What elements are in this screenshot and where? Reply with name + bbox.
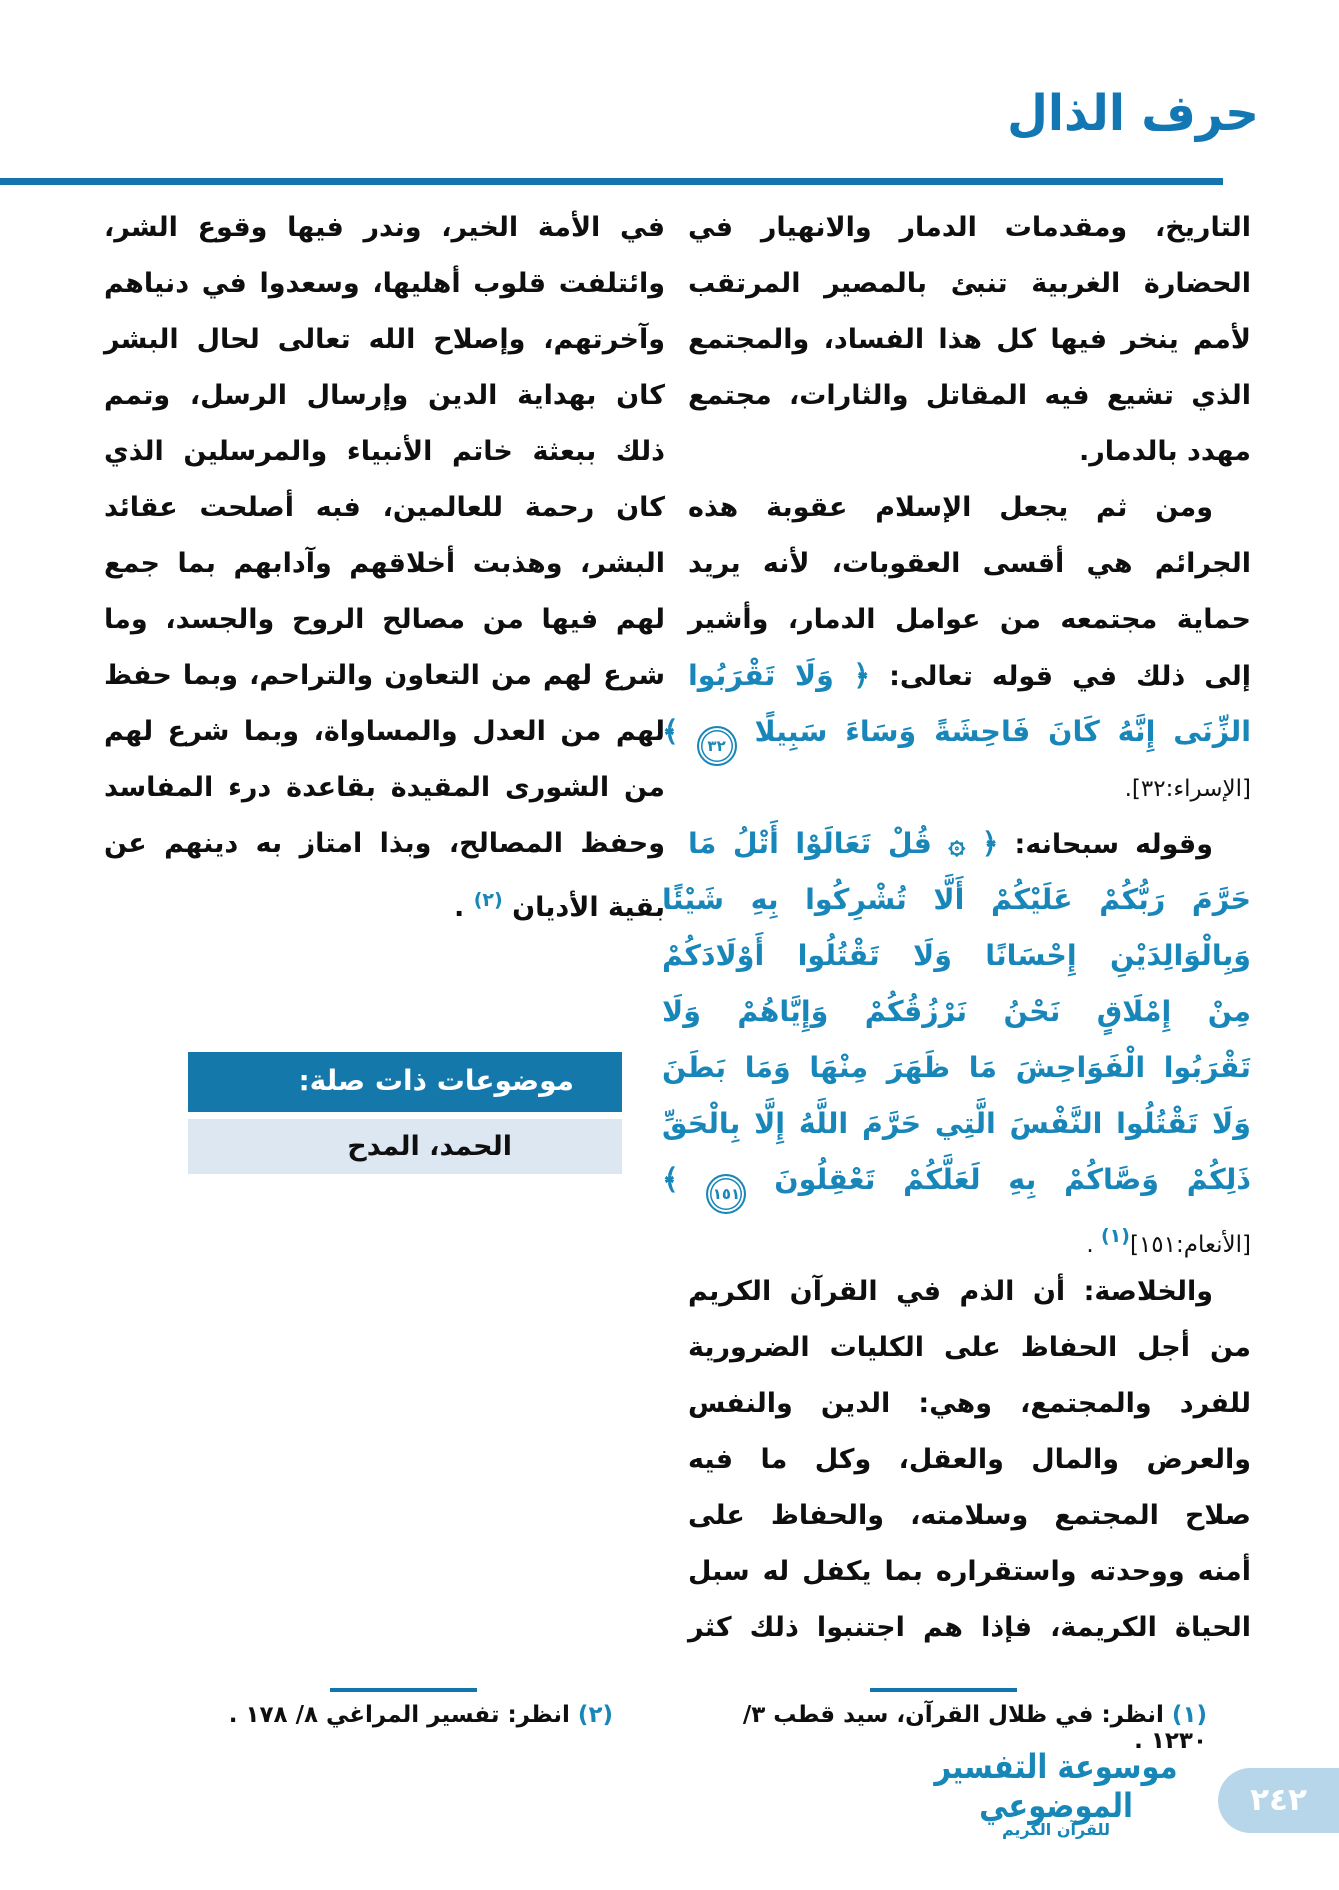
text-line xyxy=(104,200,665,256)
text-line xyxy=(104,312,665,368)
text-line xyxy=(662,1040,1251,1096)
body-text: مهدد بالدمار. xyxy=(1078,436,1251,467)
body-text: البشر، وهذبت أخلاقهم وآدابهم بما جمع xyxy=(104,548,665,579)
text-line xyxy=(688,1432,1251,1488)
body-text: وحفظ المصالح، وبذا امتاز به دينهم عن xyxy=(104,828,665,859)
text-line xyxy=(104,648,665,704)
text-line xyxy=(104,256,665,312)
text-line xyxy=(688,1376,1251,1432)
quran-text: ذَلِكُمْ وَصَّاكُمْ بِهِ لَعَلَّكُمْ تَعْقِلُونَ xyxy=(746,1163,1251,1196)
quran-text: مِنْ إِمْلَاقٍ نَحْنُ نَرْزُقُكُمْ وَإِيَّاهُمْ وَلَا xyxy=(662,995,1251,1028)
quran-text: وَلَا تَقْتُلُوا النَّفْسَ الَّتِي حَرَّمَ اللَّهُ إِلَّا بِالْحَقِّ xyxy=(662,1107,1251,1140)
body-text: لأمم ينخر فيها كل هذا الفساد، والمجتمع xyxy=(688,324,1251,355)
text-line xyxy=(688,312,1251,368)
footnote-ref-marker: (١) xyxy=(1100,1225,1130,1247)
body-text: الجرائم هي أقسى العقوبات، لأنه يريد xyxy=(688,548,1251,579)
body-text: شرع لهم من التعاون والتراحم، وبما حفظ xyxy=(104,660,665,691)
verse-reference: [الإسراء:٣٢]. xyxy=(1124,776,1251,802)
body-text: كان بهداية الدين وإرسال الرسل، وتمم xyxy=(104,380,665,411)
quran-text: ﴿ ۞ قُلْ تَعَالَوْا أَتْلُ مَا xyxy=(688,827,999,860)
text-line xyxy=(688,816,1251,872)
quran-text: ﴾ xyxy=(662,1163,707,1196)
text-line xyxy=(662,1152,1251,1208)
text-line xyxy=(104,424,665,480)
quran-text: حَرَّمَ رَبُّكُمْ عَلَيْكُمْ أَلَّا تُشْرِكُوا بِهِ شَيْئًا xyxy=(662,883,1251,916)
quran-text: تَقْرَبُوا الْفَوَاحِشَ مَا ظَهَرَ مِنْهَا وَمَا بَطَنَ xyxy=(662,1051,1251,1084)
chapter-heading: حرف الذال xyxy=(1007,84,1259,143)
quran-text: وَبِالْوَالِدَيْنِ إِحْسَانًا وَلَا تَقْتُلُوا أَوْلَادَكُمْ xyxy=(662,939,1251,972)
related-topics-header: موضوعات ذات صلة: xyxy=(188,1052,622,1112)
body-text: ومن ثم يجعل الإسلام عقوبة هذه xyxy=(688,492,1213,523)
text-line xyxy=(662,984,1251,1040)
text-line xyxy=(104,816,665,872)
text-line xyxy=(104,704,665,760)
text-line xyxy=(104,480,665,536)
text-line xyxy=(104,368,665,424)
body-text: حماية مجتمعه من عوامل الدمار، وأشير xyxy=(688,604,1251,635)
body-text: من أجل الحفاظ على الكليات الضرورية xyxy=(688,1332,1251,1363)
ayah-number-badge: ١٥١ xyxy=(706,1174,746,1214)
text-line xyxy=(688,536,1251,592)
text-line xyxy=(662,928,1251,984)
text-line xyxy=(662,1096,1251,1152)
text-line xyxy=(688,424,1251,480)
text-line xyxy=(688,1264,1251,1320)
body-text: للفرد والمجتمع، وهي: الدين والنفس xyxy=(688,1388,1251,1419)
body-text: وائتلفت قلوب أهليها، وسعدوا في دنياهم xyxy=(104,268,665,299)
quran-text: الزِّنَى إِنَّهُ كَانَ فَاحِشَةً وَسَاءَ سَبِيلًا xyxy=(736,715,1252,748)
ayah-number-badge: ٣٢ xyxy=(697,726,737,766)
header-rule xyxy=(0,178,1223,185)
verse-reference: . xyxy=(1086,1232,1101,1258)
verse-reference: [الأنعام:١٥١] xyxy=(1129,1232,1251,1258)
body-text: ذلك ببعثة خاتم الأنبياء والمرسلين الذي xyxy=(104,436,665,467)
body-text: في الأمة الخير، وندر فيها وقوع الشر، xyxy=(104,212,665,243)
body-text: والخلاصة: أن الذم في القرآن الكريم xyxy=(688,1276,1213,1307)
text-line xyxy=(688,256,1251,312)
body-text: . xyxy=(454,892,474,923)
text-line xyxy=(688,1208,1251,1264)
text-line xyxy=(688,1600,1251,1656)
footnote-text: انظر: في ظلال القرآن، سيد قطب ٣/ ١٢٣٠ . xyxy=(742,1702,1207,1754)
quran-text: ﴿ وَلَا تَقْرَبُوا xyxy=(688,659,871,692)
footnote-marker: (١) xyxy=(1171,1702,1207,1728)
text-line xyxy=(688,200,1251,256)
body-text: وآخرتهم، وإصلاح الله تعالى لحال البشر xyxy=(104,324,665,355)
text-line xyxy=(662,704,1251,760)
footnote-marker: (٢) xyxy=(577,1702,613,1728)
text-line xyxy=(104,536,665,592)
footnote-2 xyxy=(104,1702,665,1728)
footnote-separator-right xyxy=(870,1688,1017,1692)
text-line xyxy=(688,648,1251,704)
body-text: التاريخ، ومقدمات الدمار والانهيار في xyxy=(688,212,1251,243)
column-right xyxy=(662,200,1252,1656)
text-line xyxy=(688,760,1251,816)
body-text: كان رحمة للعالمين، فبه أصلحت عقائد xyxy=(104,492,665,523)
body-text: لهم فيها من مصالح الروح والجسد، وما xyxy=(104,604,665,635)
body-text: الحضارة الغربية تنبئ بالمصير المرتقب xyxy=(688,268,1251,299)
body-text: إلى ذلك في قوله تعالى: xyxy=(870,661,1252,692)
body-text: الذي تشيع فيه المقاتل والثارات، مجتمع xyxy=(688,380,1251,411)
body-text: الحياة الكريمة، فإذا هم اجتنبوا ذلك كثر xyxy=(688,1612,1251,1643)
quran-text: ﴾ xyxy=(662,715,697,748)
text-line xyxy=(688,1544,1251,1600)
text-line xyxy=(104,872,665,928)
body-text: صلاح المجتمع وسلامته، والحفاظ على xyxy=(688,1500,1251,1531)
text-line xyxy=(688,1488,1251,1544)
text-line xyxy=(688,368,1251,424)
body-text: أمنه ووحدته واستقراره بما يكفل له سبل xyxy=(688,1556,1251,1587)
text-line xyxy=(662,872,1251,928)
footnote-separator-left xyxy=(330,1688,477,1692)
logo-title: موسوعة التفسير الموضوعي xyxy=(934,1746,1178,1826)
page-number-badge: ٢٤٢ xyxy=(1218,1768,1339,1833)
body-text: لهم من العدل والمساواة، وبما شرع لهم xyxy=(104,716,665,747)
body-text: والعرض والمال والعقل، وكل ما فيه xyxy=(688,1444,1251,1475)
column-left xyxy=(104,200,665,928)
footnote-ref-marker: (٢) xyxy=(473,889,503,911)
body-text: من الشورى المقيدة بقاعدة درء المفاسد xyxy=(104,772,665,803)
footnote-text: انظر: تفسير المراغي ٨/ ١٧٨ . xyxy=(228,1702,570,1728)
text-line xyxy=(688,1320,1251,1376)
text-line xyxy=(688,592,1251,648)
body-text: بقية الأديان xyxy=(502,892,665,923)
logo-subtitle: للقرآن الكريم xyxy=(1001,1820,1111,1839)
text-line xyxy=(688,480,1251,536)
publisher-logo xyxy=(930,1746,1182,1839)
related-topics-item: الحمد، المدح xyxy=(188,1119,622,1174)
body-text: وقوله سبحانه: xyxy=(998,829,1213,860)
text-line xyxy=(104,760,665,816)
text-line xyxy=(104,592,665,648)
